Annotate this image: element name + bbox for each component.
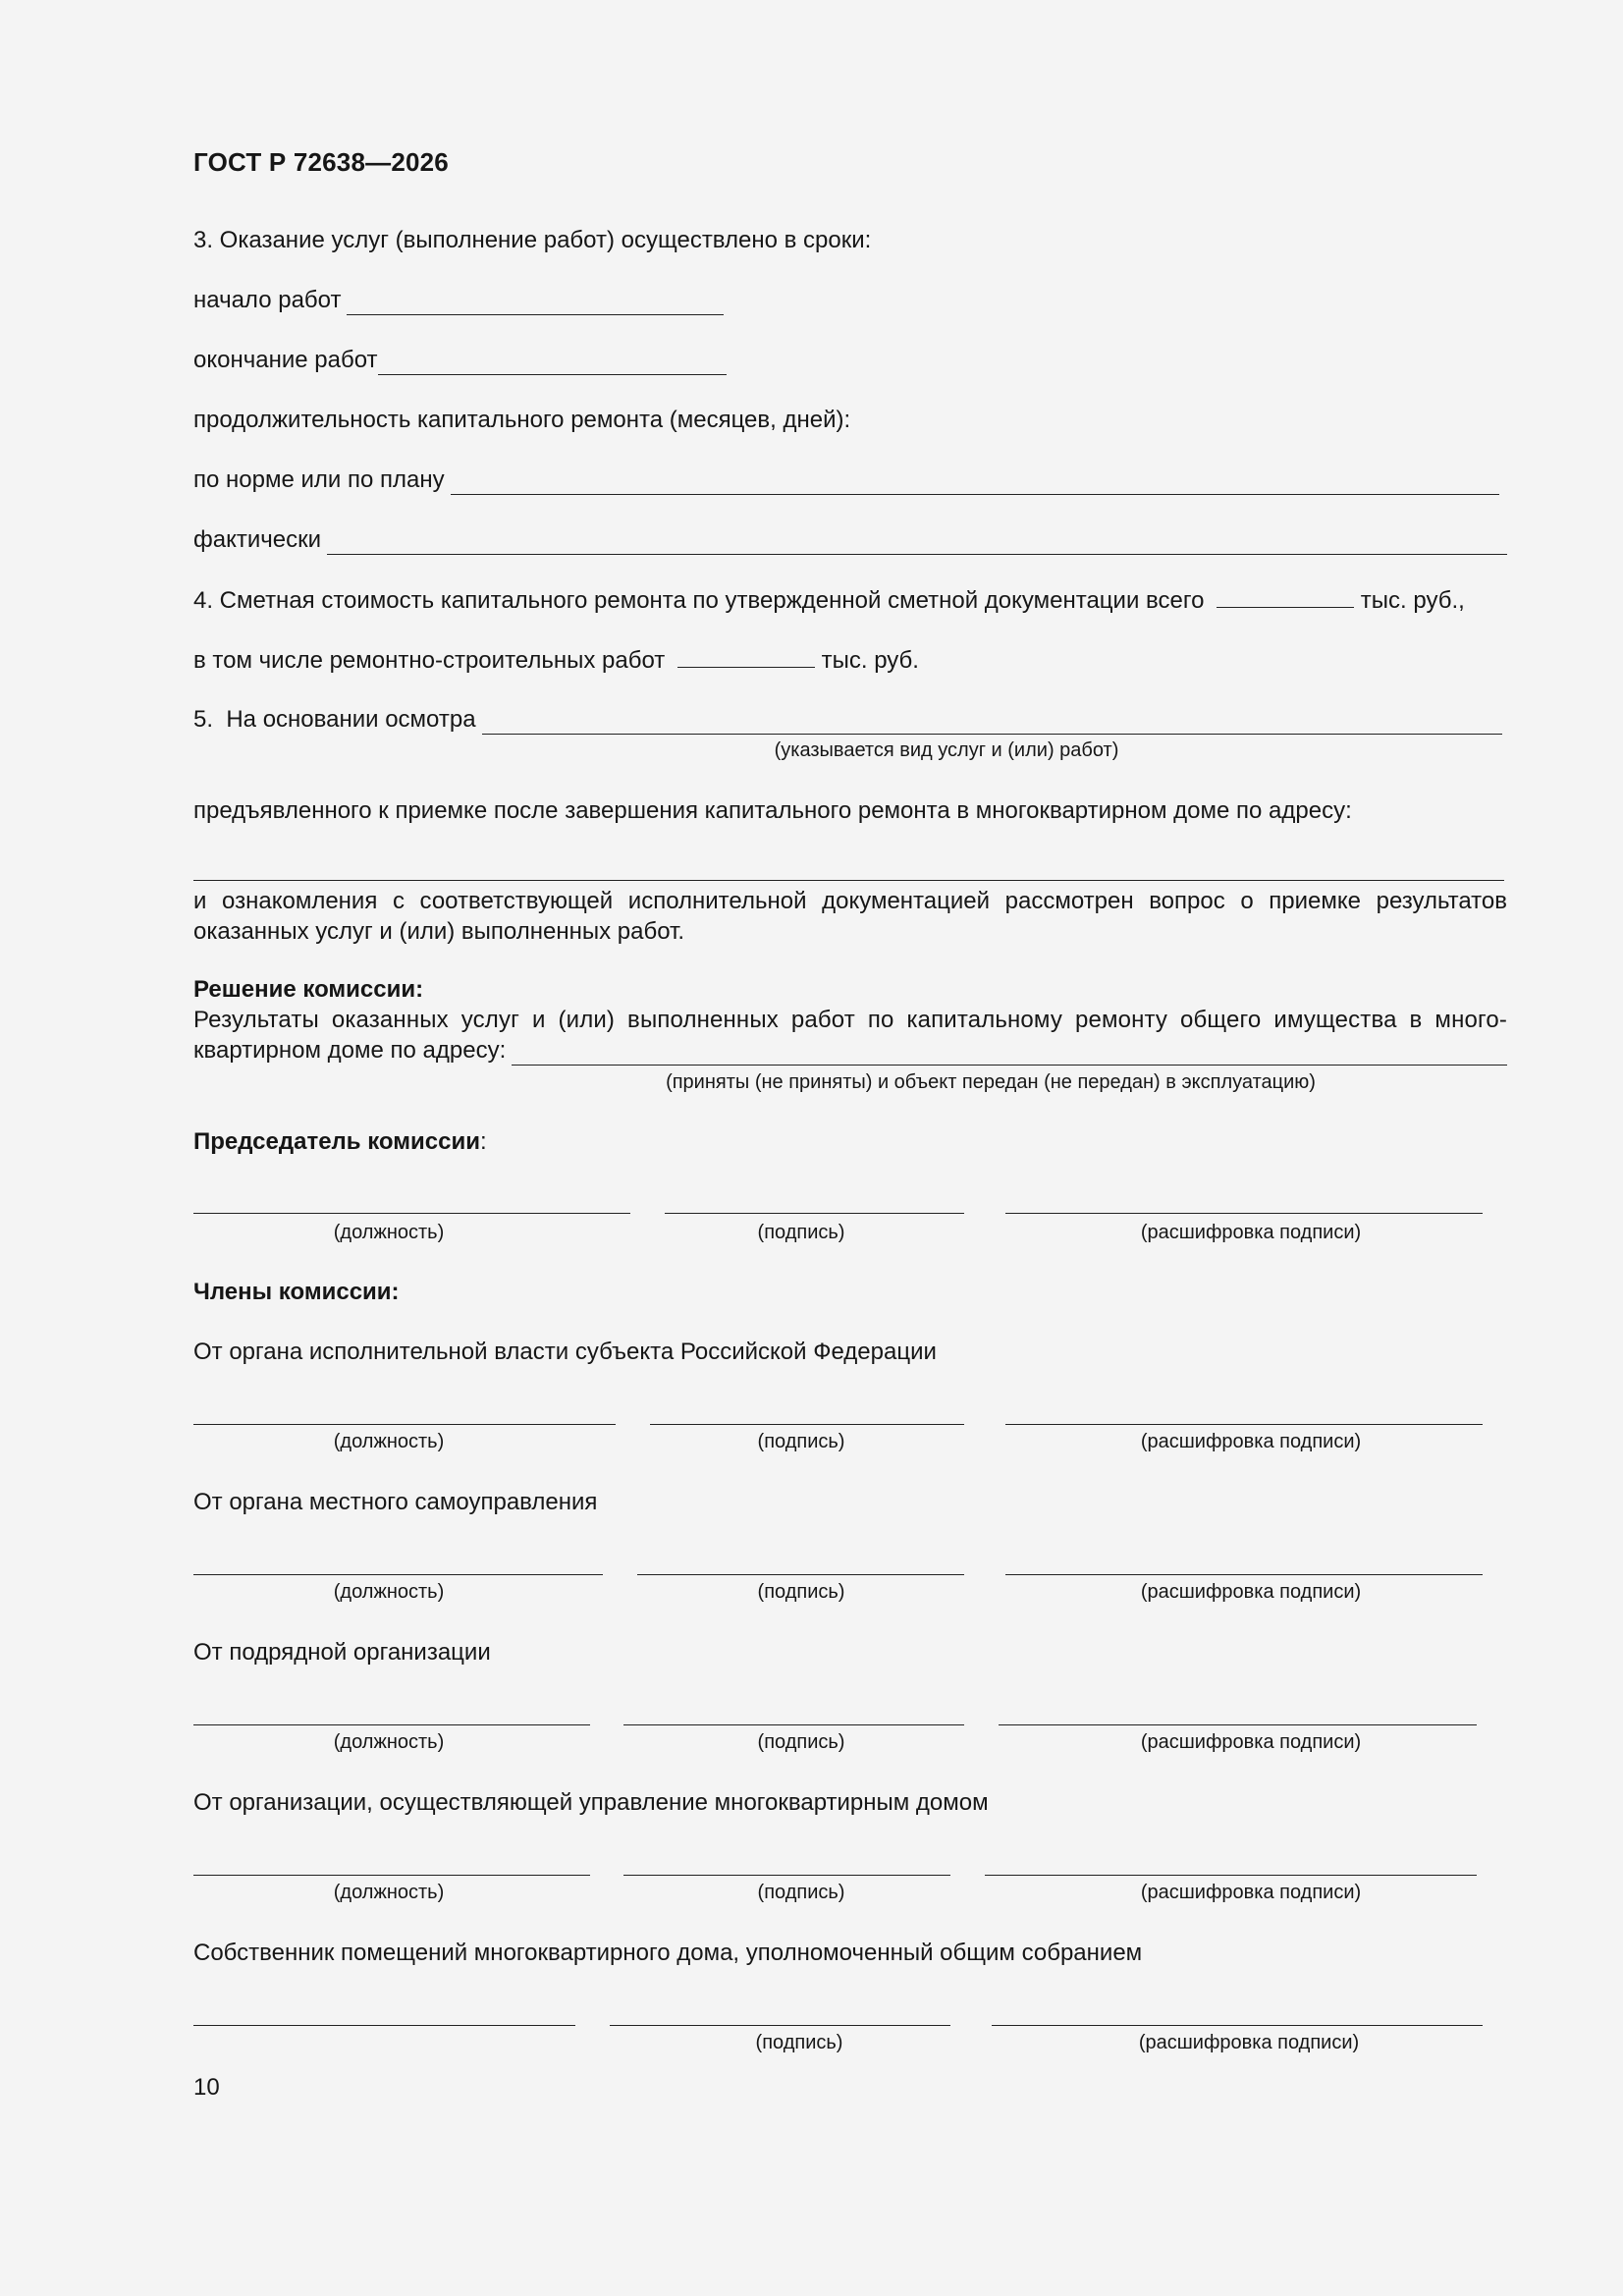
- chairman-heading: [193, 1127, 1507, 1157]
- member-group-1-title: От органа исполнительной власти субъекта Российской Федерации: [193, 1339, 937, 1365]
- estimate-text: 4. Сметная стоимость капитального ремонта по утвержденной сметной документации всего: [193, 587, 1205, 614]
- member-5-signature-caption: (подпись): [755, 2032, 843, 2053]
- decision-title: Решение комиссии:: [193, 976, 424, 1003]
- decision-result-field[interactable]: [512, 1043, 1507, 1066]
- duration-label: продолжительность капитального ремонта (месяцев, дней):: [193, 407, 851, 433]
- inspection-row: [193, 705, 1502, 735]
- construction-unit: тыс. руб.: [821, 647, 919, 674]
- chairman-signature-field[interactable]: [665, 1213, 964, 1214]
- chairman-decoding-caption: (расшифровка подписи): [1140, 1222, 1362, 1243]
- estimate-total-field[interactable]: [1217, 585, 1354, 608]
- member-2-signature-field[interactable]: [637, 1574, 964, 1575]
- member-2-position-caption: (должность): [333, 1581, 445, 1603]
- decision-caption: (приняты (не приняты) и объект передан (не передан) в эксплуатацию): [666, 1071, 1316, 1093]
- member-1-signature-field[interactable]: [650, 1424, 964, 1425]
- section3-title: 3. Оказание услуг (выполнение работ) осуществлено в сроки:: [193, 227, 872, 253]
- actual-duration-field[interactable]: [327, 532, 1507, 555]
- construction-cost-row: [193, 645, 1507, 676]
- member-3-signature-field[interactable]: [623, 1724, 964, 1725]
- member-1-signature-caption: (подпись): [757, 1431, 845, 1452]
- member-2-position-field[interactable]: [193, 1574, 603, 1575]
- start-date-field[interactable]: [347, 293, 724, 315]
- member-4-decoding-field[interactable]: [985, 1875, 1477, 1876]
- norm-duration-field[interactable]: [451, 472, 1499, 495]
- chairman-colon: :: [479, 1128, 487, 1155]
- member-group-5-title: Собственник помещений многоквартирного дома, уполномоченный общим собранием: [193, 1940, 1143, 1966]
- member-4-position-field[interactable]: [193, 1875, 590, 1876]
- member-5-signature-field[interactable]: [610, 2025, 950, 2026]
- member-4-decoding-caption: (расшифровка подписи): [1140, 1882, 1362, 1903]
- end-date-row: [193, 346, 727, 375]
- chairman-decoding-field[interactable]: [1005, 1213, 1483, 1214]
- members-title: Члены комиссии:: [193, 1279, 400, 1305]
- member-3-signature-caption: (подпись): [757, 1731, 845, 1753]
- member-5-position-field[interactable]: [193, 2025, 575, 2026]
- member-3-decoding-caption: (расшифровка подписи): [1140, 1731, 1362, 1753]
- end-date-field[interactable]: [378, 353, 728, 375]
- inspection-caption: (указывается вид услуг и (или) работ): [774, 739, 1119, 761]
- start-date-row: [193, 286, 724, 315]
- member-group-4-title: От организации, осуществляющей управление многоквартирным домом: [193, 1789, 989, 1816]
- construction-cost-field[interactable]: [677, 645, 815, 668]
- member-4-position-caption: (должность): [333, 1882, 445, 1903]
- member-group-3-title: От подрядной организации: [193, 1639, 491, 1666]
- member-3-position-caption: (должность): [333, 1731, 445, 1753]
- member-4-signature-field[interactable]: [623, 1875, 950, 1876]
- chairman-signature-caption: (подпись): [757, 1222, 845, 1243]
- actual-label: фактически: [193, 526, 322, 553]
- presented-text: предъявленного к приемке после завершения капитального ремонта в многоквартирном доме по адресу:: [193, 797, 1352, 824]
- actual-duration-row: [193, 525, 1507, 555]
- member-2-signature-caption: (подпись): [757, 1581, 845, 1603]
- member-group-2-title: От органа местного самоуправления: [193, 1489, 598, 1515]
- inspection-field[interactable]: [482, 712, 1502, 735]
- estimate-unit: тыс. руб.,: [1360, 587, 1465, 614]
- member-3-position-field[interactable]: [193, 1724, 590, 1725]
- address-field[interactable]: [193, 880, 1504, 881]
- member-2-decoding-field[interactable]: [1005, 1574, 1483, 1575]
- member-1-position-caption: (должность): [333, 1431, 445, 1452]
- start-label: начало работ: [193, 287, 342, 313]
- norm-duration-row: [193, 465, 1499, 495]
- member-1-decoding-caption: (расшифровка подписи): [1140, 1431, 1362, 1452]
- chairman-position-field[interactable]: [193, 1213, 630, 1214]
- construction-text: в том числе ремонтно-строительных работ: [193, 647, 666, 674]
- member-1-decoding-field[interactable]: [1005, 1424, 1483, 1425]
- decision-text-line1: Результаты оказанных услуг и (или) выполненных работ по капитальному ремонту общего имущества в много-: [193, 1007, 1507, 1033]
- document-code: ГОСТ Р 72638—2026: [193, 147, 449, 177]
- review-text: и ознакомления с соответствующей исполнительной документацией рассмотрен вопрос о приемке результатов оказанных услуг и (или) выполненных работ.: [193, 888, 1507, 945]
- end-label: окончание работ: [193, 347, 378, 373]
- inspection-text: 5. На основании осмотра: [193, 706, 476, 733]
- decision-address-row: [193, 1036, 1507, 1066]
- member-2-decoding-caption: (расшифровка подписи): [1140, 1581, 1362, 1603]
- chairman-position-caption: (должность): [333, 1222, 445, 1243]
- decision-text-line2: квартирном доме по адресу:: [193, 1037, 507, 1064]
- page-number: 10: [193, 2074, 220, 2101]
- member-5-decoding-caption: (расшифровка подписи): [1138, 2032, 1360, 2053]
- estimate-row: [193, 585, 1507, 616]
- member-1-position-field[interactable]: [193, 1424, 616, 1425]
- chairman-title: Председатель комиссии: [193, 1128, 480, 1155]
- member-5-decoding-field[interactable]: [992, 2025, 1483, 2026]
- member-4-signature-caption: (подпись): [757, 1882, 845, 1903]
- norm-label: по норме или по плану: [193, 466, 445, 493]
- member-3-decoding-field[interactable]: [999, 1724, 1477, 1725]
